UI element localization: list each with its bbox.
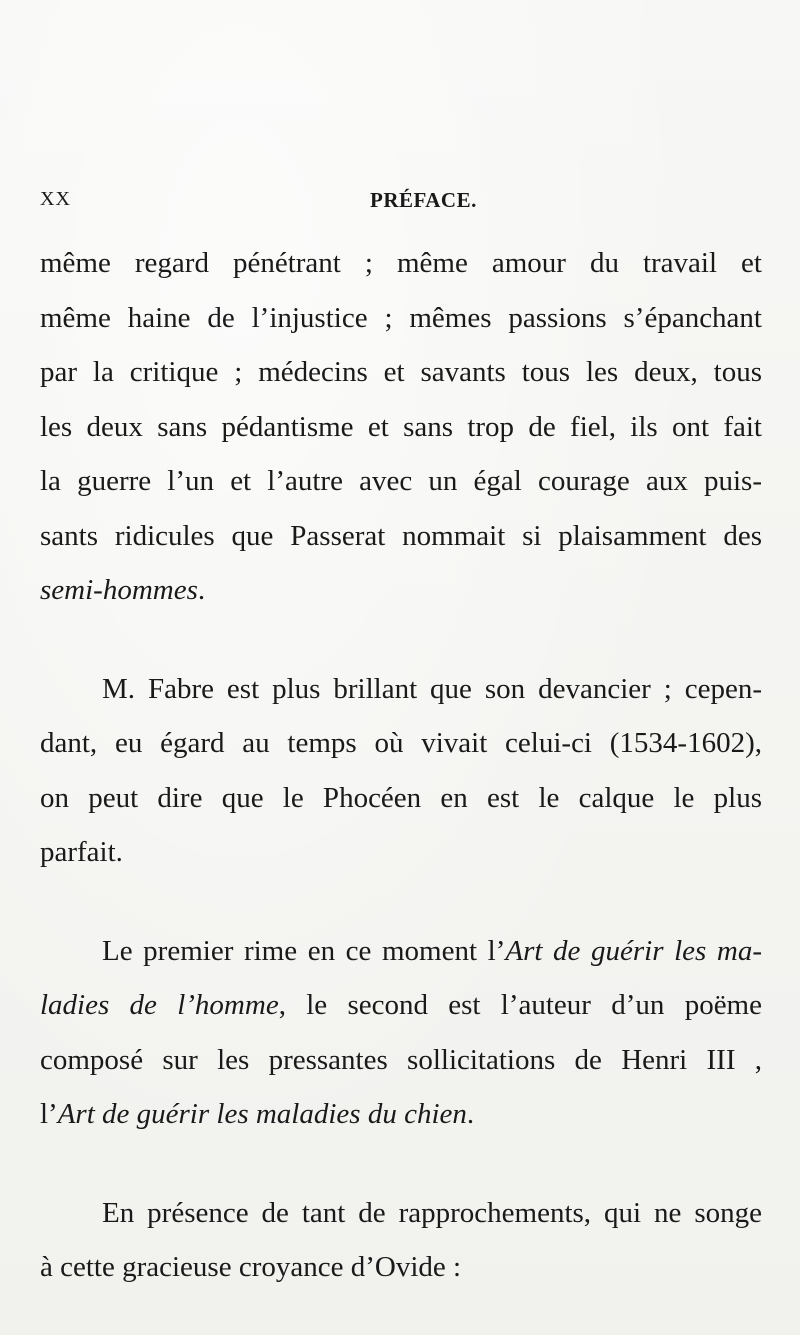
text-line: à cette gracieuse croyance d’Ovide : (40, 1251, 462, 1283)
text-run: l’ (40, 1098, 58, 1130)
text-line (40, 978, 762, 1033)
text-line: composé sur les pressantes sollicitations de Henri III , (40, 1043, 762, 1076)
text-line: on peut dire que le Phocéen en est le calque le plus (40, 781, 762, 814)
page-number: XX (40, 188, 71, 210)
text-line: M. Fabre est plus brillant que son devancier ; cepen- (102, 672, 762, 705)
text-line: En présence de tant de rapprochements, qui ne songe (102, 1196, 762, 1229)
text-line: dant, eu égard au temps où vivait celui-ci (1534-1602), (40, 727, 762, 759)
text-run: Le premier rime en ce moment l’ (102, 934, 506, 967)
paragraph-3 (40, 924, 762, 1142)
text-line (40, 1087, 762, 1142)
running-title: PRÉFACE. (370, 188, 477, 212)
paragraph-2 (40, 662, 762, 880)
punctuation: . (197, 574, 206, 606)
text-line: les deux sans pédantisme et sans trop de fiel, ils ont fait (40, 410, 762, 443)
text-line: parfait. (40, 836, 123, 868)
body-text (40, 236, 762, 1295)
italic-phrase: semi-hommes (40, 574, 198, 606)
text-line: même regard pénétrant ; même amour du travail et (40, 247, 762, 279)
text-line (40, 924, 762, 979)
paragraph-4 (40, 1186, 762, 1295)
text-line: la guerre l’un et l’autre avec un égal courage aux puis- (40, 465, 762, 497)
text-line: même haine de l’injustice ; mêmes passions s’épanchant (40, 301, 762, 334)
italic-phrase: ladies de l’homme (40, 989, 279, 1021)
page-header (40, 188, 760, 218)
italic-phrase: Art de guérir les maladies du chien (57, 1098, 467, 1130)
paragraph-1 (40, 236, 762, 618)
text-line: sants ridicules que Passerat nommait si plaisamment des (40, 519, 762, 552)
italic-phrase: Art de guérir les ma- (505, 934, 762, 967)
text-line (40, 563, 762, 618)
text-line: par la critique ; médecins et savants tous les deux, tous (40, 356, 762, 388)
punctuation: . (466, 1098, 475, 1130)
text-run: , le second est l’auteur d’un poëme (278, 989, 762, 1021)
